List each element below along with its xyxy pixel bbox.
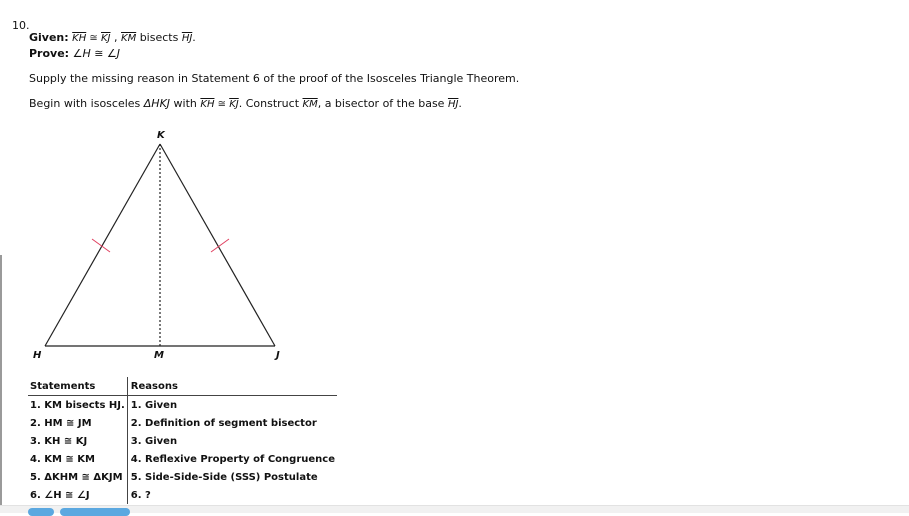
label-j: J xyxy=(276,350,280,361)
footer-button-2[interactable] xyxy=(60,508,130,516)
begin-line xyxy=(29,97,462,110)
given-segment-km: $\overline{KM}$ xyxy=(121,33,137,44)
statements-header: Statements xyxy=(28,377,127,396)
begin-part-4: , a bisector of the base xyxy=(317,97,448,110)
question-number: 10. xyxy=(12,19,30,32)
begin-part-1: Begin with isosceles xyxy=(29,97,144,110)
begin-segment-km: $\overline{KM}$ xyxy=(302,99,318,110)
statement-cell: 4. KM ≅ KM xyxy=(30,453,95,465)
given-end: . xyxy=(192,31,196,44)
label-m: M xyxy=(154,350,164,361)
begin-part-2: with xyxy=(170,97,201,110)
table-row xyxy=(28,486,337,504)
side-kj xyxy=(160,144,275,346)
given-label: Given: xyxy=(29,31,69,44)
prove-label: Prove: xyxy=(29,47,70,60)
given-segment-hj: $\overline{HJ}$ xyxy=(181,33,193,44)
reasons-header: Reasons xyxy=(127,377,337,396)
triangle-figure xyxy=(30,124,300,368)
statement-cell: 1. KM bisects HJ. xyxy=(30,399,125,411)
proof-table xyxy=(28,377,337,504)
begin-segment-kh: $\overline{KH}$ xyxy=(200,99,215,110)
footer-button-1[interactable] xyxy=(28,508,54,516)
begin-part-3: . Construct xyxy=(238,97,303,110)
tick-mark-kh xyxy=(92,239,110,252)
statement-cell: 3. KH ≅ KJ xyxy=(30,435,88,447)
begin-segment-kj: $\overline{KJ}$ xyxy=(229,99,239,110)
statement-cell: 2. HM ≅ JM xyxy=(30,417,92,429)
prove-line xyxy=(29,47,120,60)
table-row xyxy=(28,432,337,450)
prove-statement: ∠H ≅ ∠J xyxy=(72,47,121,60)
given-line xyxy=(29,31,196,44)
reason-cell: 3. Given xyxy=(127,432,337,450)
label-k: K xyxy=(157,130,165,141)
label-h: H xyxy=(33,350,42,361)
reason-cell: 1. Given xyxy=(127,396,337,415)
begin-segment-hj: $\overline{HJ}$ xyxy=(447,99,459,110)
begin-part-5: . xyxy=(458,97,462,110)
instruction-text: Supply the missing reason in Statement 6 of the proof of the Isosceles Triangle Theorem. xyxy=(29,72,520,85)
statement-cell: 6. ∠H ≅ ∠J xyxy=(30,489,90,501)
page-left-rule xyxy=(0,255,2,512)
side-kh xyxy=(45,144,160,346)
begin-congruent-symbol: ≅ xyxy=(214,99,230,110)
reason-cell: 6. ? xyxy=(127,486,337,504)
proof-header-row xyxy=(28,377,337,396)
given-bisects-word: bisects xyxy=(136,31,182,44)
reason-cell: 4. Reflexive Property of Congruence xyxy=(127,450,337,468)
table-row xyxy=(28,414,337,432)
given-separator: , xyxy=(110,31,122,44)
table-row xyxy=(28,450,337,468)
begin-triangle: ΔHKJ xyxy=(143,97,171,110)
table-row xyxy=(28,396,337,415)
given-congruent-symbol: ≅ xyxy=(86,33,101,44)
reason-cell: 2. Definition of segment bisector xyxy=(127,414,337,432)
given-segment-kh: $\overline{KH}$ xyxy=(72,33,87,44)
statement-cell: 5. ΔKHM ≅ ΔKJM xyxy=(30,471,123,483)
reason-cell: 5. Side-Side-Side (SSS) Postulate xyxy=(127,468,337,486)
table-row xyxy=(28,468,337,486)
given-segment-kj: $\overline{KJ}$ xyxy=(101,33,111,44)
